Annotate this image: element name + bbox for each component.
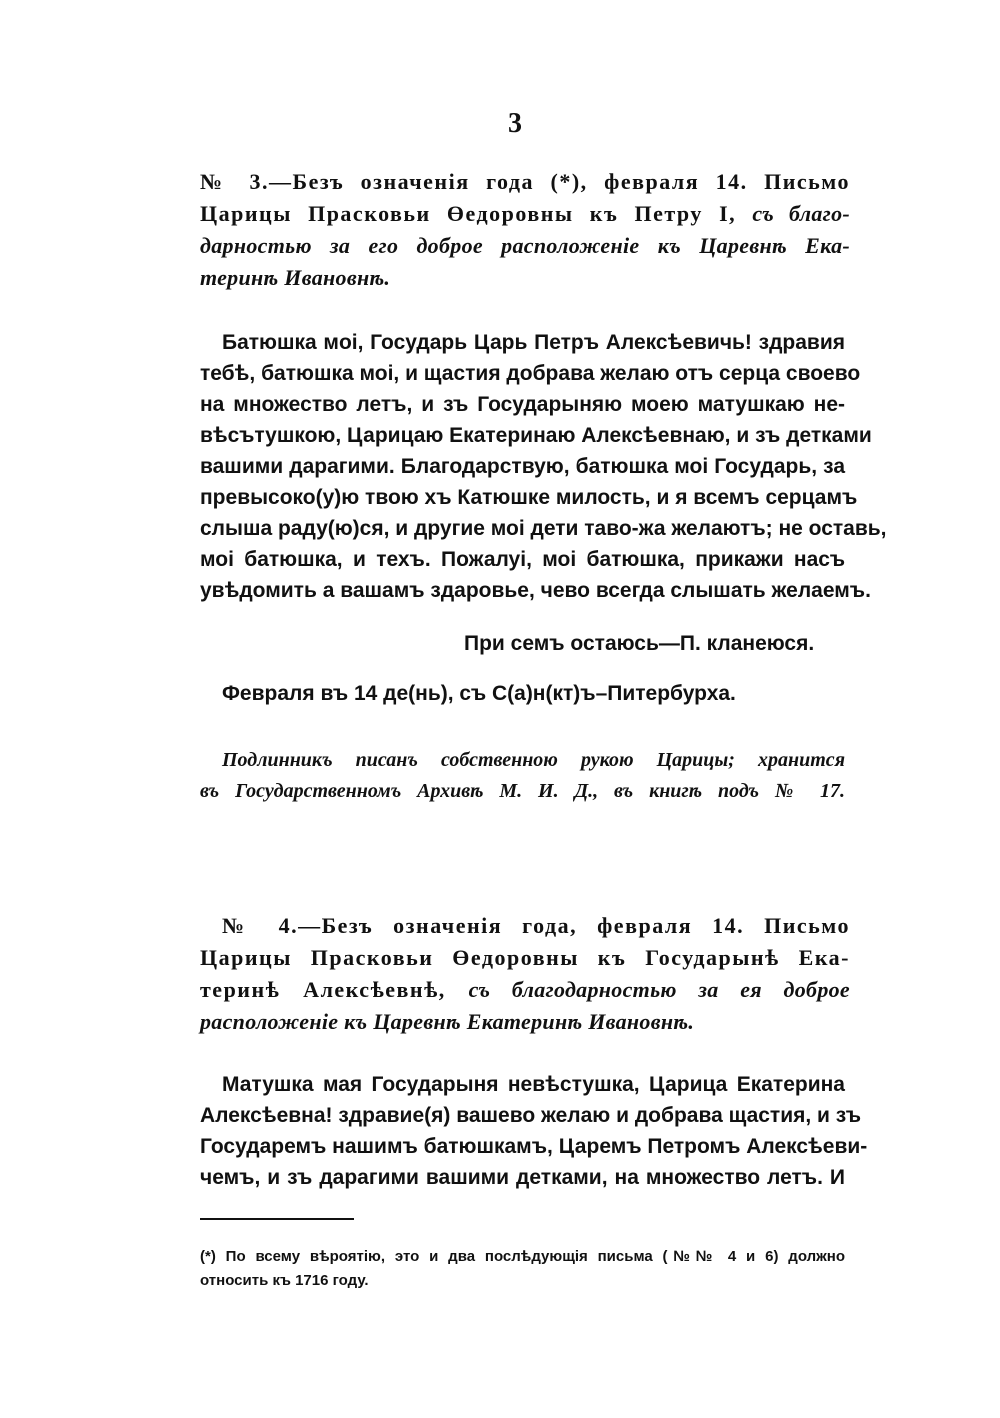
footnote-rule [200,1218,354,1220]
letter-3-heading-line: № 3.—Безъ означенія года (*), февраля 14. Письмо [200,169,850,194]
footnote-line: относить къ 1716 году. [200,1272,369,1289]
letter-3-heading-line [200,198,850,230]
letter-3-body-line: вѣсътушкою, Царицаю Екатеринаю Алексѣевнаю, и зъ детками [200,424,872,447]
footnote [200,1245,845,1293]
letter-4-heading-italic: съ благодарностью за ея доброе [468,977,850,1002]
source-note-line: въ Государственномъ Архивѣ М. И. Д., въ книгѣ подъ № 17. [200,780,845,802]
letter-3-body-line: превысоко(у)ю твою хъ Катюшке милость, и я всемъ серцамъ [200,486,858,509]
letter-3-date: Февраля въ 14 де(нь), съ С(а)н(кт)ъ–Питербурха. [222,682,736,705]
letter-3-body-line: на множество летъ, и зъ Государыняю моею матушкаю не- [200,393,845,416]
letter-3-heading-italic: съ благо- [752,201,851,226]
letter-4-heading-line: Царицы Прасковьи Өедоровны къ Государынѣ Ека- [200,945,850,970]
letter-3-body-line: слыша раду(ю)ся, и другие моі дети таво-жа желаютъ; не оставь, [200,517,887,540]
footnote-line: (*) По всему вѣроятію, это и два послѣдующія письма (№№ 4 и 6) должно [200,1248,845,1265]
letter-3-heading-text: Царицы Прасковьи Өедоровны къ Петру I, [200,201,737,226]
letter-4-body-line: Государемъ нашимъ батюшкамъ, Царемъ Петромъ Алексѣеви- [200,1135,868,1158]
letter-3-body-line: тебѣ, батюшка моі, и щастия добрава желаю отъ серца своево [200,362,861,385]
letter-4-body-line: Алексѣевна! здравие(я) вашево желаю и добрава щастия, и зъ [200,1104,862,1127]
page-number: 3 [508,108,522,139]
letter-4-body-line: Матушка мая Государыня невѣстушка, Царица Екатерина [222,1073,845,1096]
letter-4-heading-italic-line: расположеніе къ Царевнѣ Екатеринѣ Ивановнѣ. [200,1009,695,1034]
letter-4-heading-line [200,974,850,1006]
letter-3-body [200,327,887,606]
letter-3-body-line: вашими дарагими. Благодарствую, батюшка моі Государь, за [200,455,845,478]
letter-3-heading [200,166,850,294]
letter-3-body-line: увѣдомить а вашамъ здаровье, чево всегда слышать желаемъ. [200,579,871,602]
letter-4-heading [200,910,850,1038]
source-note-line: Подлинникъ писанъ собственною рукою Царицы; хранится [222,749,845,771]
letter-3-heading-italic-line: теринѣ Ивановнѣ. [200,265,391,290]
letter-4-body [200,1069,868,1193]
letter-3-body-line: моі батюшка, и техъ. Пожалуі, моі батюшка, прикажи насъ [200,548,845,571]
letter-3-body-line: Батюшка мoi, Государь Царь Петръ Алексѣевичь! здравия [222,331,845,354]
letter-3-heading-italic-line: дарностью за его доброе расположеніе къ Царевнѣ Ека- [200,233,850,258]
letter-3-signature: При семъ остаюсь—П. кланеюся. [464,632,815,655]
letter-4-heading-text: теринѣ Алексѣевнѣ, [200,977,446,1002]
letter-4-body-line: чемъ, и зъ дарагими вашими детками, на множество летъ. И [200,1166,845,1189]
letter-3-source-note [200,745,845,807]
letter-4-heading-line: № 4.—Безъ означенія года, февраля 14. Письмо [222,913,850,938]
